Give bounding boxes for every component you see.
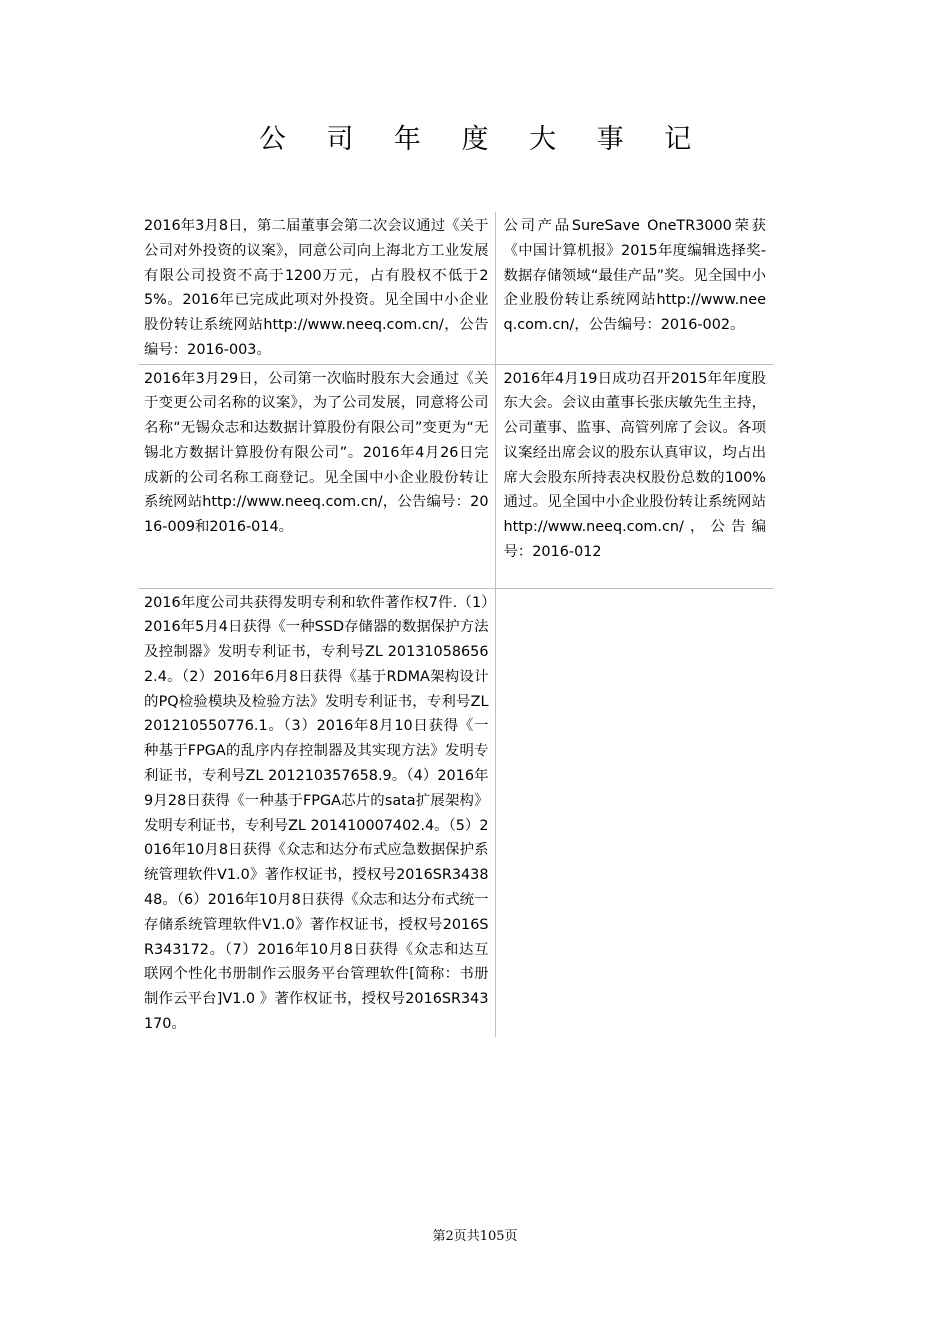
event-cell-product-award: 公司产品SureSave OneTR3000荣获《中国计算机报》2015年度编辑选择奖-数据存储领域“最佳产品”奖。见全国中小企业股份转让系统网站http://www.neeq.com.cn/，公告编号：2016-002。: [495, 212, 774, 364]
table-row: [138, 588, 774, 1037]
table-row: [138, 364, 774, 588]
event-cell-annual-shareholders-meeting: 2016年4月19日成功召开2015年年度股东大会。会议由董事长张庆敏先生主持，公司董事、监事、高管列席了会议。各项议案经出席会议的股东认真审议，均占出席大会股东所持表决权股份总数的100%通过。见全国中小企业股份转让系统网站http://www.neeq.com.cn/，公告编号：2016-012: [495, 364, 774, 588]
page-number-footer: 第2页共105页: [432, 1229, 518, 1244]
event-cell-company-rename: 2016年3月29日，公司第一次临时股东大会通过《关于变更公司名称的议案》，为了公司发展，同意将公司名称“无锡众志和达数据计算股份有限公司”变更为“无锡北方数据计算股份有限公司”。2016年4月26日完成新的公司名称工商登记。见全国中小企业股份转让系统网站http://www.neeq.com.cn/，公告编号：2016-009和2016-014。: [138, 364, 495, 588]
event-cell-2016-03-08-investment: 2016年3月8日，第二届董事会第二次会议通过《关于公司对外投资的议案》，同意公司向上海北方工业发展有限公司投资不高于1200万元，占有股权不低于25%。2016年已完成此项对外投资。见全国中小企业股份转让系统网站http://www.neeq.com.cn/，公告编号：2016-003。: [138, 212, 495, 364]
table-row: [138, 212, 774, 364]
annual-events-table: [138, 212, 774, 1037]
page-title: 公 司 年 度 大 事 记: [258, 124, 708, 155]
event-cell-empty: [495, 588, 774, 1037]
event-cell-patents-and-copyrights: 2016年度公司共获得发明专利和软件著作权7件.（1）2016年5月4日获得《一种SSD存储器的数据保护方法及控制器》发明专利证书，专利号ZL 201310586562.4。（2）2016年6月8日获得《基于RDMA架构设计的PQ检验模块及检验方法》发明专利证书，专利号ZL 201210550776.1。（3）2016年8月10日获得《一种基于FPGA的乱序内存控制器及其实现方法》发明专利证书，专利号ZL 201210357658.9。（4）2016年9月28日获得《一种基于FPGA芯片的sata扩展架构》发明专利证书，专利号ZL 201410007402.4。（5）2016年10月8日获得《众志和达分布式应急数据保护系统管理软件V1.0》著作权证书，授权号2016SR343848。（6）2016年10月8日获得《众志和达分布式统一存储系统管理软件V1.0》著作权证书，授权号2016SR343172。（7）2016年10月8日获得《众志和达互联网个性化书册制作云服务平台管理软件[简称：书册制作云平台]V1.0 》著作权证书，授权号2016SR343170。: [138, 588, 495, 1037]
